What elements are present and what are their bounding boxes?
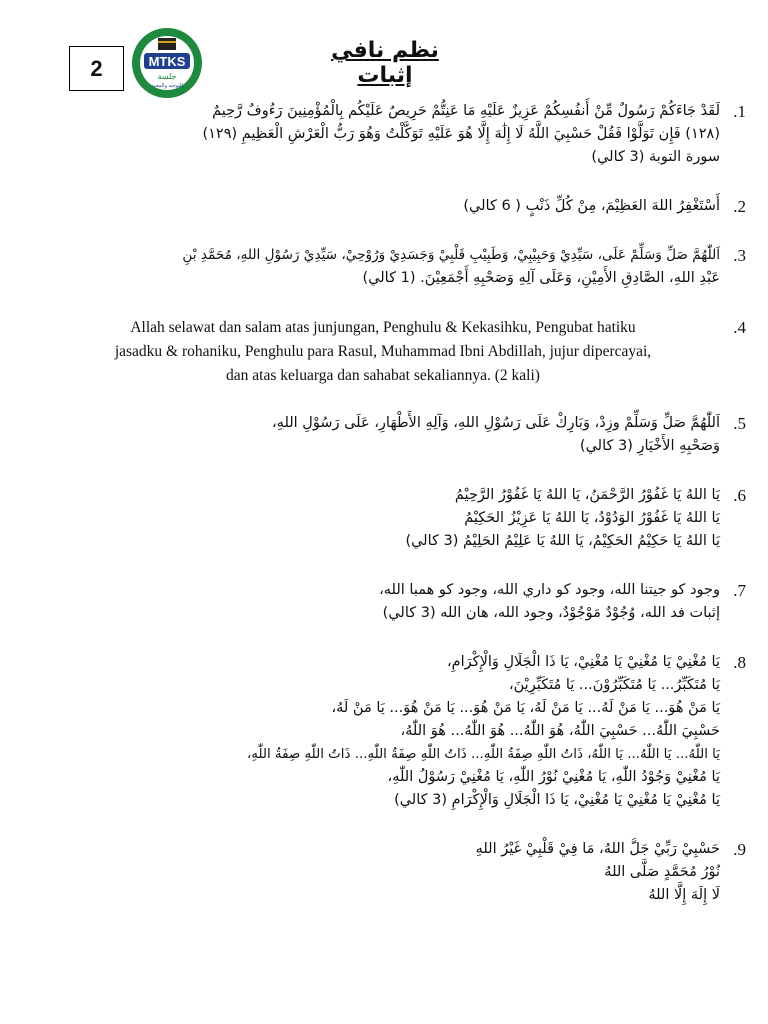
text-line: dan atas keluarga dan sahabat sekaliannya. (2 kali) (226, 367, 540, 384)
text-line: يَا اللهُ يَا غَفُوْرُ الوَدُوْدُ، يَا اللهُ يَا عَزِيْزُ الحَكِيْمُ (464, 510, 720, 526)
text-line: يَا اللهُ يَا غَفُوْرُ الرَّحْمَنُ، يَا اللهُ يَا غَفُوْرُ الرَّحِيْمُ (454, 487, 720, 503)
mtks-logo (130, 26, 204, 100)
svg-text:MTKS: MTKS (148, 54, 186, 69)
text-line: سورة التوبة (3 كالي) (591, 149, 720, 165)
svg-text:جلسة: جلسة (157, 72, 177, 81)
svg-text:التوحيد والمحبة: التوحيد والمحبة (151, 83, 183, 89)
text-line: حَسْبِيَ اللّٰهُ... حَسْبِيَ اللّٰهُ، هُوَ اللّٰهُ... هُوَ اللّٰهُ... هُوَ اللّٰهُ، (400, 723, 720, 739)
text-line: (١٢٨) فَإِن تَوَلَّوْا فَقُلْ حَسْبِيَ اللَّهُ لَا إِلَٰهَ إِلَّا هُوَ عَلَيْهِ تَوَكَّلْتُ وَهُوَ رَبُّ الْعَرْشِ الْعَظِيمِ (١٢٩) (202, 126, 720, 142)
item-number: .9 (733, 840, 746, 859)
text-line: عَبْدِ اللهِ، الصَّادِقِ الأَمِيْنِ، وَعَلَى آلِهِ وَصَحْبِهِ أَجْمَعِيْنَ. (1 كالي) (362, 270, 720, 286)
text-line: يَا مُغْنِيْ يَا مُغْنِيْ يَا مُغْنِيْ، يَا ذَا الْجَلَالِ وَالْإِكْرَامِ (3 كالي) (394, 792, 720, 808)
item-number: .3 (733, 246, 746, 265)
item-number: .7 (733, 581, 746, 600)
item-number: .8 (733, 653, 746, 672)
document-body (40, 100, 746, 933)
text-line: نُوْرُ مُحَمَّدٍ صَلَّى اللهُ (604, 864, 720, 880)
page-title: نظم نافي إثبات (331, 38, 439, 88)
list-item (40, 244, 746, 290)
text-line: اَللّٰهُمَّ صَلِّ وَسَلِّمْ وزِدْ، وَبَارِكْ عَلَى رَسُوْلِ اللهِ، وَآلِهِ الأَطْهَارِ، عَلَى رَسُوْلِ اللهِ، (271, 415, 720, 431)
item-number: .2 (733, 197, 746, 216)
text-line: لَا إِلَهَ إِلَّا اللهُ (648, 887, 720, 903)
page-number-box: 2 (69, 46, 124, 91)
list-item (40, 838, 746, 907)
text-line: يَا مَنْ هُوَ... يَا مَنْ لَهُ... يَا مَنْ لَهُ، يَا مَنْ هُوَ... يَا مَنْ هُوَ... يَا مَنْ لَهُ، (331, 700, 720, 716)
text-line: وَصَحْبِهِ الأَخْيَارِ (3 كالي) (579, 438, 720, 454)
text-line: أَسْتَغْفِرُ اللهَ العَظِيْمَ، مِنْ كُلِّ ذَنْبٍ ( 6 كالي) (463, 198, 720, 214)
list-item (40, 579, 746, 625)
list-item (40, 484, 746, 553)
list-item (40, 412, 746, 458)
text-line: يَا مُغْنِيْ وَجُوْدُ اللّٰهِ، يَا مُغْنِيْ نُوْرُ اللّٰهِ، يَا مُغْنِيْ رَسُوْلُ اللّٰهِ، (387, 769, 720, 785)
text-line: حَسْبِيْ رَبِّيْ جَلَّ اللهُ، مَا فِيْ قَلْبِيْ غَيْرُ اللهِ (475, 841, 720, 857)
list-item (40, 651, 746, 812)
item-number: .4 (733, 318, 746, 337)
list-item (40, 316, 746, 388)
text-line: يَا مُتَكَبِّرُ... يَا مُتَكَبِّرُوْنَ... يَا مُتَكَبِّرِيْنَ، (508, 677, 720, 693)
text-line: يَا اللهُ يَا حَكِيْمُ الحَكِيْمُ، يَا اللهُ يَا عَلِيْمُ الحَلِيْمُ (3 كالي) (405, 533, 720, 549)
text-line: اَللّٰهُمَّ صَلِّ وَسَلِّمْ عَلَى، سَيِّدِيْ وَحَبِيْبِيْ، وَطَبِيْبِ قَلْبِيْ وَجَسَدِيْ وَرُوْحِيْ، سَيِّدِيْ رَسُوْلِ اللهِ، مُحَمَّدِ بْنِ (182, 247, 720, 263)
list-item (40, 195, 746, 218)
list-item (40, 100, 746, 169)
item-number: .5 (733, 414, 746, 433)
text-line: Allah selawat dan salam atas junjungan, Penghulu & Kekasihku, Pengubat hatiku (130, 319, 636, 336)
item-number: .1 (733, 102, 746, 121)
text-line: لَقَدْ جَاءَكُمْ رَسُولٌ مِّنْ أَنفُسِكُمْ عَزِيزٌ عَلَيْهِ مَا عَنِتُّمْ حَرِيصٌ عَلَيْكُم بِالْمُؤْمِنِينَ رَءُوفٌ رَّحِيمٌ (212, 103, 720, 119)
text-line: إثبات فد الله، وُجُوْدٌ مَوْجُوْدٌ، وجود الله، هان الله (3 كالي) (382, 605, 720, 621)
text-line: يَا اللّٰهُ... يَا اللّٰهُ... يَا اللّٰهُ، ذَاتُ اللّٰهِ صِفَةُ اللّٰهِ... ذَاتُ اللّٰهِ صِفَةُ اللّٰهِ... ذَاتُ اللّٰهِ صِفَةُ اللّٰهِ، (246, 747, 720, 762)
text-line: وجود كو جيتنا الله، وجود كو داري الله، وجود كو همبا الله، (379, 582, 720, 598)
text-line: jasadku & rohaniku, Penghulu para Rasul, Muhammad Ibni Abdillah, jujur dipercayai, (114, 343, 652, 360)
text-line: يَا مُغْنِيْ يَا مُغْنِيْ يَا مُغْنِيْ، يَا ذَا الْجَلَالِ وَالْإِكْرَامِ، (446, 654, 720, 670)
item-number: .6 (733, 486, 746, 505)
